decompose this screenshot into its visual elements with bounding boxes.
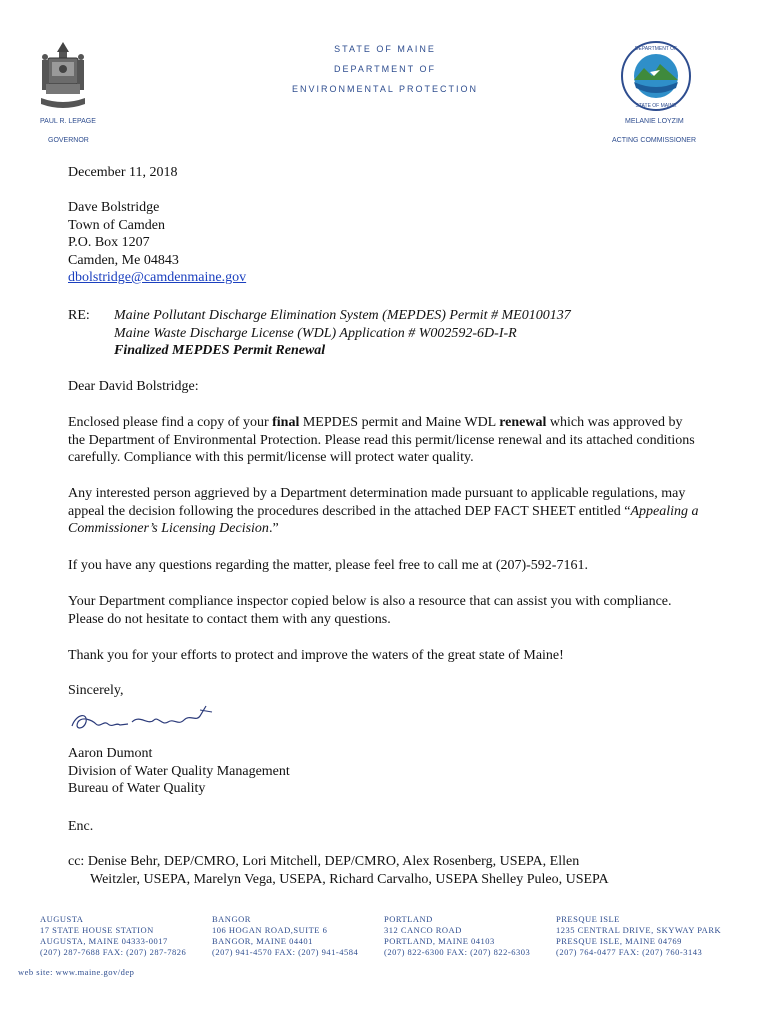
re-line-3: Finalized MEPDES Permit Renewal [114, 343, 326, 358]
closing: Sincerely, [68, 683, 124, 698]
signer-name: Aaron Dumont [68, 746, 153, 761]
svg-text:STATE OF MAINE: STATE OF MAINE [635, 103, 677, 109]
header-state: STATE OF MAINE [334, 44, 436, 54]
office-address: 312 CANCO ROAD [384, 925, 462, 935]
re-block [114, 307, 571, 360]
office-bangor [212, 914, 358, 958]
commissioner-title: ACTING COMMISSIONER [612, 137, 697, 144]
office-address: 17 STATE HOUSE STATION [40, 925, 154, 935]
re-line-2: Maine Waste Discharge License (WDL) Application # W002592-6D-I-R [114, 325, 517, 341]
office-name: PRESQUE ISLE [556, 914, 620, 924]
recipient-email-link[interactable]: dbolstridge@camdenmaine.gov [68, 270, 247, 285]
paragraph-3: If you have any questions regarding the matter, please feel free to call me at (207)-592-7161. [68, 558, 588, 573]
office-name: PORTLAND [384, 914, 433, 924]
paragraph-5: Thank you for your efforts to protect and improve the waters of the great state of Maine! [68, 648, 564, 663]
salutation: Dear David Bolstridge: [68, 379, 199, 394]
paragraph-1 [68, 414, 698, 467]
office-city: AUGUSTA, MAINE 04333-0017 [40, 936, 168, 946]
office-phone: (207) 822-6300 FAX: (207) 822-6303 [384, 947, 531, 957]
office-name: BANGOR [212, 914, 251, 924]
recipient-block [68, 199, 246, 287]
office-presque-isle [556, 914, 721, 958]
website-link[interactable]: web site: www.maine.gov/dep [18, 967, 135, 977]
office-address: 1235 CENTRAL DRIVE, SKYWAY PARK [556, 925, 722, 935]
header-department: DEPARTMENT OF [333, 64, 436, 74]
p1-text-c: MEPDES permit and Maine WDL [299, 415, 500, 430]
office-city: PRESQUE ISLE, MAINE 04769 [556, 936, 682, 946]
office-augusta [40, 914, 186, 958]
p2-text-c: .” [268, 521, 279, 536]
re-label: RE: [68, 308, 90, 323]
governor-name: PAUL R. LEPAGE [40, 118, 96, 125]
p1-bold-renewal: renewal [499, 415, 547, 430]
p1-text-e: which was approved by the Department of Environmental Protection. Please read this permit/license renewal and its attached conditions carefully. Compliance with this permit/license will protect water quality. [68, 415, 695, 465]
signer-division: Division of Water Quality Management [68, 763, 290, 779]
p1-text-a: Enclosed please find a copy of your [68, 415, 273, 430]
cc-list: cc: Denise Behr, DEP/CMRO, Lori Mitchell, DEP/CMRO, Alex Rosenberg, USEPA, Ellen Weitzler, USEPA, Marelyn Vega, USEPA, Richard Carvalho, USEPA Shelley Puleo, USEPA [68, 854, 609, 887]
header-division: ENVIRONMENTAL PROTECTION [291, 84, 478, 94]
paragraph-2 [68, 485, 700, 538]
signature-image [66, 700, 216, 736]
paragraph-4: Your Department compliance inspector copied below is also a resource that can assist you with compliance. Please do not hesitate to contact them with any questions. [68, 594, 672, 627]
office-city: PORTLAND, MAINE 04103 [384, 936, 495, 946]
commissioner-name: MELANIE LOYZIM [625, 118, 684, 125]
recipient-city: Camden, Me 04843 [68, 252, 179, 268]
re-line-1: Maine Pollutant Discharge Elimination System (MEPDES) Permit # ME0100137 [114, 308, 571, 323]
office-portland [384, 914, 530, 958]
office-city: BANGOR, MAINE 04401 [212, 936, 313, 946]
recipient-name: Dave Bolstridge [68, 200, 160, 215]
governor-title: GOVERNOR [48, 137, 89, 144]
office-phone: (207) 941-4570 FAX: (207) 941-4584 [212, 947, 359, 957]
office-address: 106 HOGAN ROAD,SUITE 6 [212, 925, 328, 935]
p1-bold-final: final [272, 415, 300, 430]
p2-italic-title: Appealing a Commissioner’s Licensing Decision [68, 503, 699, 536]
signature-block [68, 745, 290, 798]
office-phone: (207) 287-7688 FAX: (207) 287-7826 [40, 947, 187, 957]
recipient-org: Town of Camden [68, 217, 166, 233]
svg-text:DEPARTMENT OF: DEPARTMENT OF [634, 46, 678, 52]
signer-bureau: Bureau of Water Quality [68, 781, 206, 796]
recipient-box: P.O. Box 1207 [68, 235, 150, 250]
p2-text-a: Any interested person aggrieved by a Department determination made pursuant to applicable regulations, may appeal the decision following the procedures described in the attached DEP FACT SHEET entitled “ [68, 486, 686, 519]
enclosure-note: Enc. [68, 819, 94, 834]
letter-date: December 11, 2018 [68, 165, 178, 180]
office-phone: (207) 764-0477 FAX: (207) 760-3143 [556, 947, 703, 957]
office-name: AUGUSTA [40, 914, 84, 924]
